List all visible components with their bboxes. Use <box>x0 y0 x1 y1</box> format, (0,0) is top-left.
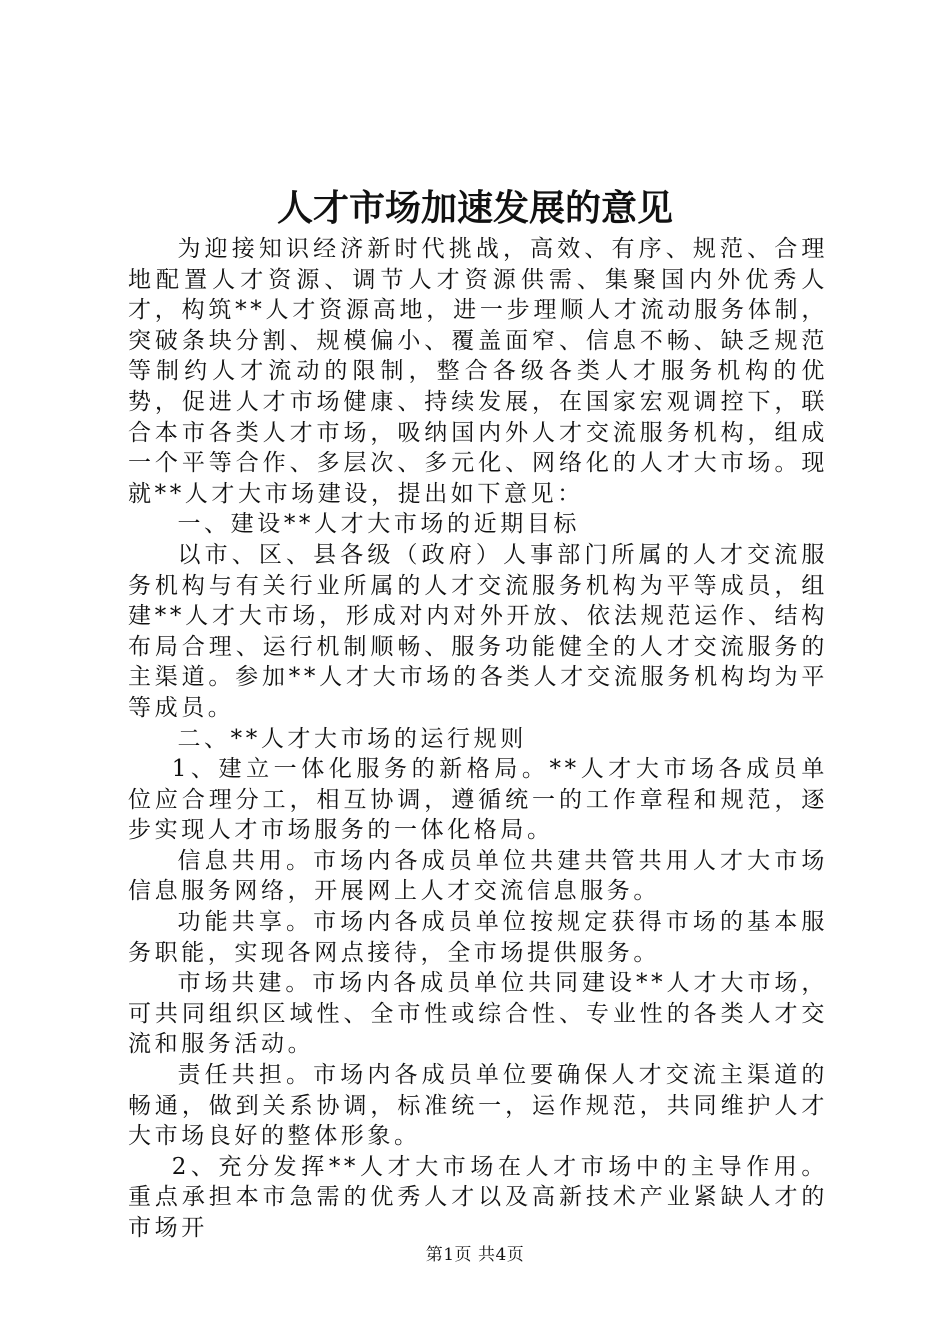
section-heading-2: 二、**人才大市场的运行规则 <box>177 725 527 752</box>
paragraph-info-sharing: 信息共用。市场内各成员单位共建共管共用人才大市场信息服务网络，开展网上人才交流信息服务。 <box>128 847 828 905</box>
paragraph-section-1: 以市、区、县各级（政府）人事部门所属的人才交流服务机构与有关行业所属的人才交流服务机构为平等成员，组建**人才大市场，形成对内对外开放、依法规范运作、结构布局合理、运行机制顺畅、服务功能健全的人才交流服务的主渠道。参加**人才大市场的各类人才交流服务机构均为平等成员。 <box>128 541 828 721</box>
page-number-footer: 第1页 共4页 <box>425 1245 525 1265</box>
paragraph-function-sharing: 功能共享。市场内各成员单位按规定获得市场的基本服务职能，实现各网点接待，全市场提供服务。 <box>128 909 828 966</box>
paragraph-market-building: 市场共建。市场内各成员单位共同建设**人才大市场，可共同组织区域性、全市性或综合性、专业性的各类人才交流和服务活动。 <box>128 970 828 1058</box>
section-heading-1: 一、建设**人才大市场的近期目标 <box>177 511 581 538</box>
paragraph-intro: 为迎接知识经济新时代挑战，高效、有序、规范、合理地配置人才资源、调节人才资源供需、集聚国内外优秀人才，构筑**人才资源高地，进一步理顺人才流动服务体制，突破条块分割、规模偏小、覆盖面窄、信息不畅、缺乏规范等制约人才流动的限制，整合各级各类人才服务机构的优势，促进人才市场健康、持续发展，在国家宏观调控下，联合本市各类人才市场，吸纳国内外人才交流服务机构，组成一个平等合作、多层次、多元化、网络化的人才大市场。现就**人才大市场建设，提出如下意见： <box>128 236 828 507</box>
paragraph-rule-1: 1、建立一体化服务的新格局。**人才大市场各成员单位应合理分工，相互协调，遵循统一的工作章程和规范，逐步实现人才市场服务的一体化格局。 <box>128 756 828 844</box>
document-title: 人才市场加速发展的意见 <box>276 187 673 229</box>
document-body <box>128 234 828 1244</box>
paragraph-responsibility: 责任共担。市场内各成员单位要确保人才交流主渠道的畅通，做到关系协调，标准统一，运作规范，共同维护人才大市场良好的整体形象。 <box>128 1062 828 1150</box>
paragraph-rule-2: 2、充分发挥**人才大市场在人才市场中的主导作用。重点承担本市急需的优秀人才以及高新技术产业紧缺人才的市场开 <box>128 1153 828 1241</box>
